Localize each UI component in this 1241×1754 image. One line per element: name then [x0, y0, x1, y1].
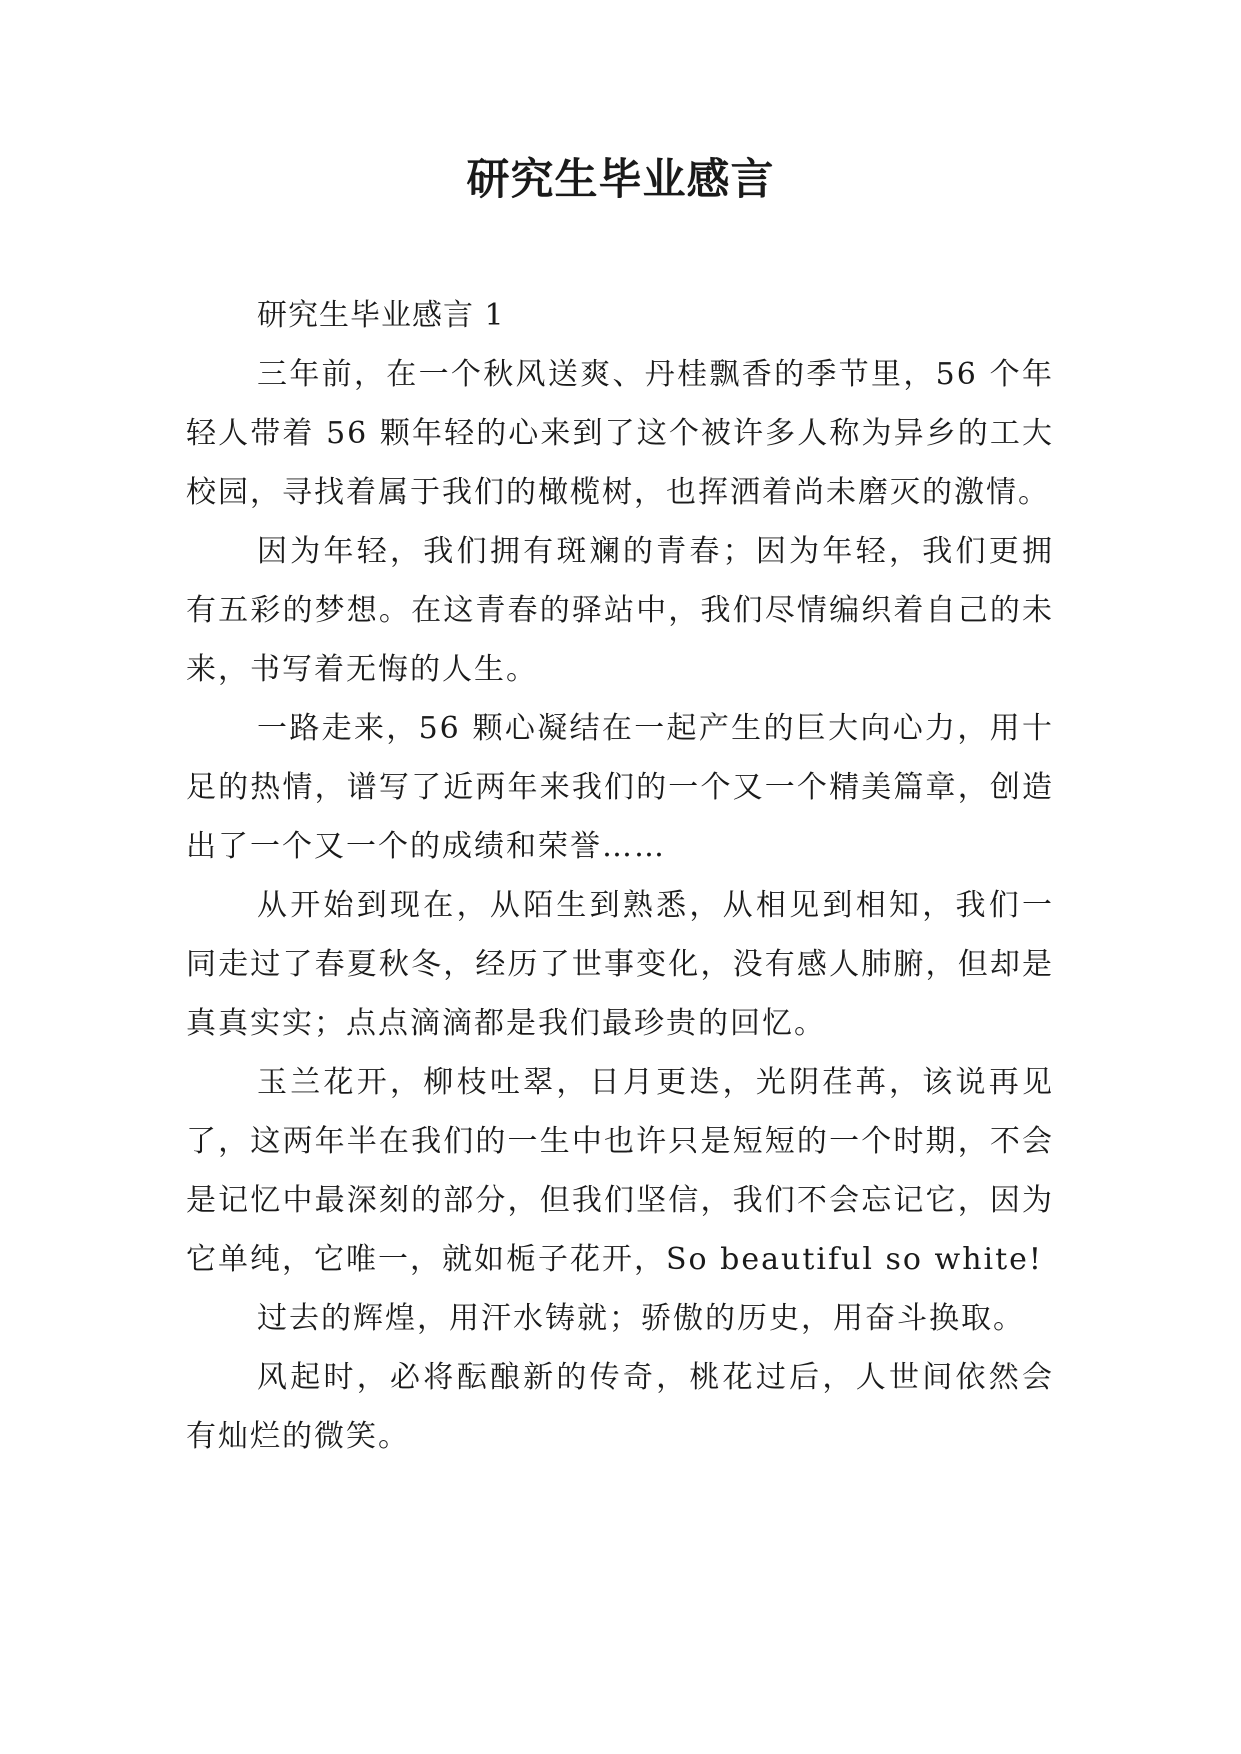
document-title: 研究生毕业感言 — [466, 155, 775, 205]
paragraph: 因为年轻，我们拥有斑斓的青春；因为年轻，我们更拥有五彩的梦想。在这青春的驿站中，我们尽情编织着自己的未来，书写着无悔的人生。 — [186, 534, 1054, 687]
paragraph: 一路走来，56 颗心凝结在一起产生的巨大向心力，用十足的热情，谱写了近两年来我们的一个又一个精美篇章，创造出了一个又一个的成绩和荣誉…… — [186, 711, 1054, 864]
paragraph: 风起时，必将酝酿新的传奇，桃花过后，人世间依然会有灿烂的微笑。 — [186, 1360, 1054, 1454]
paragraph: 过去的辉煌，用汗水铸就；骄傲的历史，用奋斗换取。 — [257, 1301, 1025, 1336]
document-body — [186, 286, 1054, 1466]
paragraph: 玉兰花开，柳枝吐翠，日月更迭，光阴荏苒，该说再见了，这两年半在我们的一生中也许只是短短的一个时期，不会是记忆中最深刻的部分，但我们坚信，我们不会忘记它，因为它单纯，它唯一，就如栀子花开，So beautiful so white! — [186, 1065, 1054, 1277]
paragraph: 从开始到现在，从陌生到熟悉，从相见到相知，我们一同走过了春夏秋冬，经历了世事变化，没有感人肺腑，但却是真真实实；点点滴滴都是我们最珍贵的回忆。 — [186, 888, 1054, 1041]
paragraph: 三年前，在一个秋风送爽、丹桂飘香的季节里，56 个年轻人带着 56 颗年轻的心来到了这个被许多人称为异乡的工大校园，寻找着属于我们的橄榄树，也挥洒着尚未磨灭的激情。 — [186, 357, 1054, 510]
section-heading: 研究生毕业感言 1 — [257, 298, 505, 333]
